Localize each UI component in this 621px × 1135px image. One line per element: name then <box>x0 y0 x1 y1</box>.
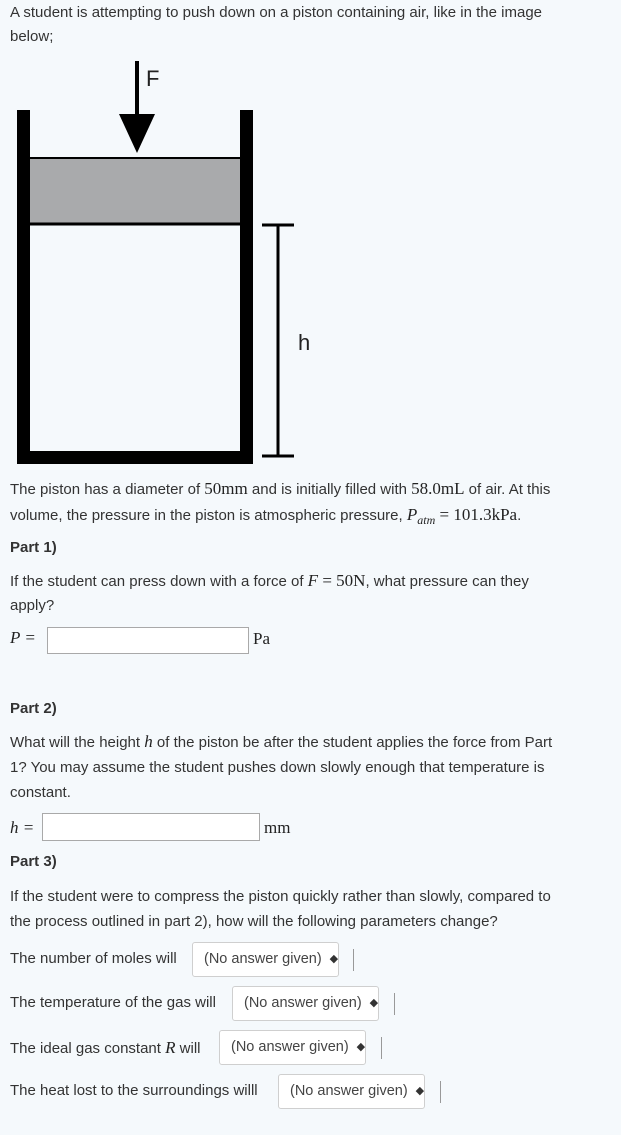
divider <box>381 1037 382 1059</box>
pressure-answer-label: P = <box>10 628 36 647</box>
description-line-1: The piston has a diameter of 50mm and is initially filled with 58.0mL of air. At this <box>10 479 551 498</box>
height-answer-input[interactable] <box>42 813 260 841</box>
gas-constant-dropdown[interactable]: (No answer given) ◆ <box>219 1030 366 1065</box>
description-line-2: volume, the pressure in the piston is atmospheric pressure, $P_{atm} = 101.3kPa$. <box>10 505 522 527</box>
piston-head <box>30 158 241 224</box>
part1-question-line-2: apply? <box>10 597 55 614</box>
piston-diagram <box>0 50 621 470</box>
part3-heading: Part 3) <box>10 853 57 870</box>
part3-question-line-1: If the student were to compress the piston quickly rather than slowly, compared to <box>10 888 551 905</box>
moles-label: The number of moles will <box>10 950 177 967</box>
cylinder-left-wall <box>17 110 30 464</box>
force-arrow-head <box>119 114 155 153</box>
updown-arrow-icon: ◆ <box>356 1041 366 1053</box>
gas-constant-label: The ideal gas constant R will <box>10 1038 201 1057</box>
force-label: F <box>146 66 160 91</box>
temperature-label: The temperature of the gas will <box>10 994 216 1011</box>
force-value: 50N <box>336 571 366 590</box>
diameter-value: 50mm <box>204 479 248 498</box>
moles-dropdown[interactable]: (No answer given) ◆ <box>192 942 339 977</box>
part1-heading: Part 1) <box>10 539 57 556</box>
intro-line-1: A student is attempting to push down on a piston containing air, like in the image <box>10 4 543 21</box>
volume-value: 58.0mL <box>411 479 465 498</box>
heat-lost-dropdown[interactable]: (No answer given) ◆ <box>278 1074 425 1109</box>
height-label: h <box>298 330 311 355</box>
pressure-unit: Pa <box>253 629 270 648</box>
patm-value: 101.3kPa <box>453 505 518 524</box>
part3-question-line-2: the process outlined in part 2), how will the following parameters change? <box>10 913 498 930</box>
cylinder-right-wall <box>240 110 253 464</box>
divider <box>440 1081 441 1103</box>
intro-line-2: below; <box>10 28 54 45</box>
part2-question-line-2: 1? You may assume the student pushes down slowly enough that temperature is <box>10 759 545 776</box>
part2-question-line-1: What will the height h of the piston be after the student applies the force from Part <box>10 732 553 751</box>
part1-question-line-1: If the student can press down with a force of F = 50N, what pressure can they <box>10 571 529 590</box>
temperature-dropdown[interactable]: (No answer given) ◆ <box>232 986 379 1021</box>
updown-arrow-icon: ◆ <box>369 997 379 1009</box>
divider <box>394 993 395 1015</box>
divider <box>353 949 354 971</box>
pressure-answer-input[interactable] <box>47 627 249 654</box>
part2-question-line-3: constant. <box>10 784 71 801</box>
cylinder-base <box>17 451 253 464</box>
part2-heading: Part 2) <box>10 700 57 717</box>
height-unit: mm <box>264 818 291 837</box>
height-answer-label: h = <box>10 818 35 837</box>
updown-arrow-icon: ◆ <box>329 953 339 965</box>
updown-arrow-icon: ◆ <box>415 1085 425 1097</box>
heat-lost-label: The heat lost to the surroundings willl <box>10 1082 258 1099</box>
